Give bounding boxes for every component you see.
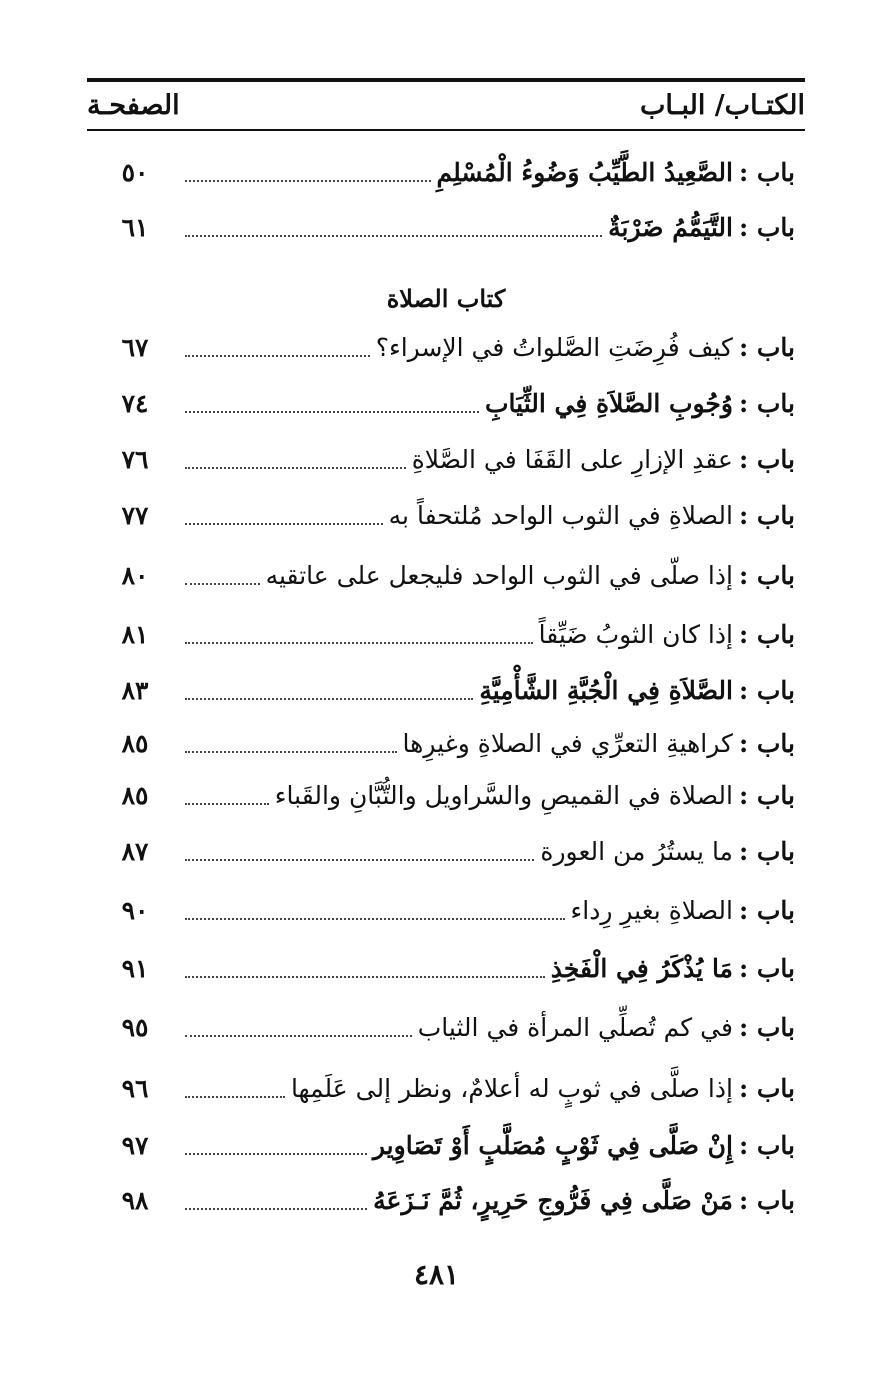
entry-prefix: باب : [738,500,795,530]
leader-dots [185,1035,412,1037]
header-page-label: الصفحـة [87,89,180,121]
toc-entry [110,612,795,656]
toc-entry [110,946,795,990]
header-chapter-label: الكتـاب/ البـاب [639,89,805,121]
toc-entry [110,888,795,932]
toc-entry [110,205,795,249]
entry-page: ٩١ [121,953,149,983]
entry-page: ٦١ [121,212,149,242]
leader-dots [185,467,406,469]
entry-page: ٨٥ [121,780,149,810]
entry-title: الصَّلاَةِ فِي الْجُبَّةِ الشَّأْمِيَّةِ [479,675,733,705]
entry-page: ٩٧ [121,1130,149,1160]
leader-dots [185,1153,367,1155]
entry-prefix: باب : [738,332,795,362]
leader-dots [185,751,397,753]
toc-entry [110,1178,795,1222]
entry-page: ٧٧ [121,500,149,530]
toc-entry [110,553,795,597]
leader-dots [185,583,260,585]
page-number: ٤٨١ [413,1258,460,1291]
entry-page: ٨٥ [121,728,149,758]
entry-page: ٩٠ [121,895,149,925]
leader-dots [185,1096,285,1098]
entry-title: الصلاةِ بغيرِ رِداء [570,895,733,925]
entry-title: إذا صلّى في الثوب الواحد فليجعل على عاتقيه [265,560,733,590]
entry-title: عقدِ الإزارِ على القَفَا في الصَّلاةِ [411,444,733,474]
entry-title: كيف فُرِضَتِ الصَّلواتُ في الإسراء؟ [375,332,733,362]
entry-title: الصَّعِيدُ الطَّيِّبُ وَضُوءُ الْمُسْلِمِ [436,157,733,187]
leader-dots [185,355,370,357]
entry-prefix: باب : [738,1073,795,1103]
toc-entry [110,150,795,194]
entry-title: مَا يُذْكَرُ فِي الْفَخِذِ [550,953,733,983]
leader-dots [185,1208,367,1210]
entry-prefix: باب : [738,1185,795,1215]
toc-entry [110,1066,795,1110]
entry-prefix: باب : [738,780,795,810]
toc-entry [110,668,795,712]
entry-prefix: باب : [738,953,795,983]
toc-entry [110,721,795,765]
entry-prefix: باب : [738,1012,795,1042]
leader-dots [185,976,545,978]
entry-page: ٩٦ [121,1073,149,1103]
entry-page: ٥٠ [121,157,149,187]
toc-entry [110,829,795,873]
entry-page: ٨٣ [121,675,149,705]
toc-entry [110,1005,795,1049]
entry-prefix: باب : [738,157,795,187]
entry-prefix: باب : [738,728,795,758]
entry-prefix: باب : [738,388,795,418]
toc-entry [110,325,795,369]
entry-prefix: باب : [738,212,795,242]
entry-page: ٩٨ [121,1185,149,1215]
leader-dots [185,411,479,413]
leader-dots [185,235,602,237]
entry-title: إذا صلَّى في ثوبٍ له أعلامٌ، ونظر إلى عَلَمِها [290,1073,733,1103]
entry-page: ٩٥ [121,1012,149,1042]
entry-prefix: باب : [738,895,795,925]
entry-title: في كم تُصلِّي المرأة في الثياب [417,1012,733,1042]
toc-entry [110,381,795,425]
toc-entry [110,493,795,537]
leader-dots [185,918,565,920]
leader-dots [185,523,383,525]
toc-header [87,82,805,128]
toc-entry [110,437,795,481]
entry-title: الصلاةِ في الثوب الواحد مُلتحفاً به [388,500,733,530]
entry-prefix: باب : [738,836,795,866]
entry-prefix: باب : [738,1130,795,1160]
entry-title: ما يستُرُ من العورة [540,836,733,866]
entry-title: إِنْ صَلَّى فِي ثَوْبٍ مُصَلَّبٍ أَوْ تَصَاوِير [372,1130,733,1160]
entry-page: ٧٦ [121,444,149,474]
leader-dots [185,698,473,700]
entry-page: ٨٠ [121,560,149,590]
leader-dots [185,180,431,182]
entry-prefix: باب : [738,560,795,590]
toc-entry [110,773,795,817]
entry-page: ٦٧ [121,332,149,362]
entry-title: مَنْ صَلَّى فِي فَرُّوجِ حَرِيرٍ، ثُمَّ نَـزَعَهُ [373,1185,733,1215]
entry-page: ٨١ [121,619,149,649]
header-rule [87,129,805,131]
entry-title: إذا كان الثوبُ ضَيِّقاً [538,619,733,649]
entry-page: ٨٧ [121,836,149,866]
leader-dots [185,803,269,805]
entry-title: الصلاة في القميصِ والسَّراويل والتُّبَّانِ والقَباء [274,780,733,810]
leader-dots [185,859,534,861]
toc-entry [110,1123,795,1167]
leader-dots [185,642,533,644]
entry-prefix: باب : [738,675,795,705]
entry-title: وُجُوبِ الصَّلاَةِ فِي الثِّيَابِ [485,388,733,418]
entry-title: التَّيَمُّمُ ضَرْبَةٌ [608,212,733,242]
section-heading: كتاب الصلاة [386,284,506,313]
entry-prefix: باب : [738,444,795,474]
entry-page: ٧٤ [121,388,149,418]
entry-prefix: باب : [738,619,795,649]
entry-title: كراهيةِ التعرِّي في الصلاةِ وغيرِها [402,728,733,758]
